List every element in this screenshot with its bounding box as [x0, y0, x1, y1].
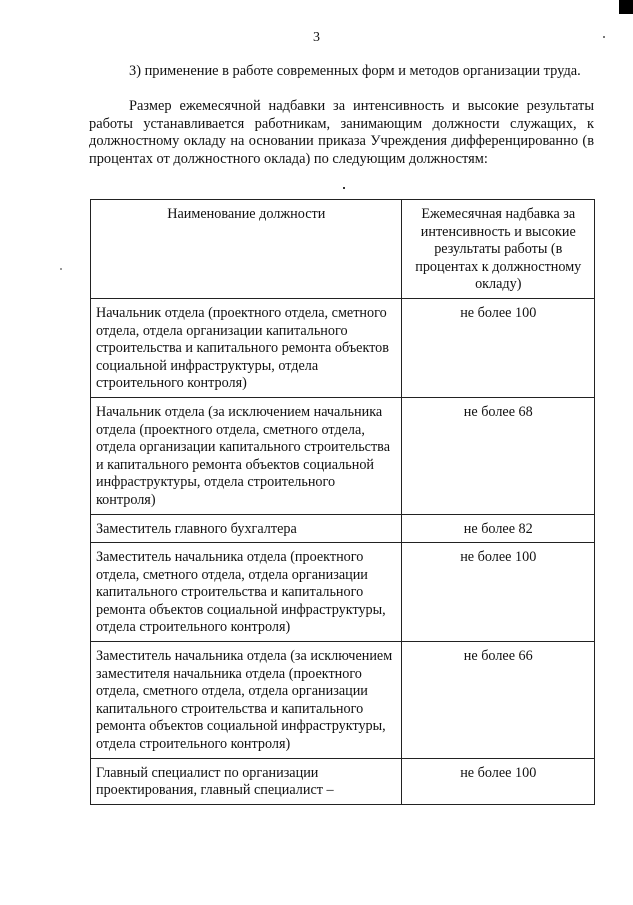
scan-corner-mark	[619, 0, 633, 14]
scan-speck	[60, 268, 62, 270]
table-row	[91, 397, 595, 514]
header-position: Наименование должности	[91, 200, 402, 299]
table-row	[91, 543, 595, 642]
position-cell: Заместитель главного бухгалтера	[91, 514, 402, 543]
bonus-cell: не более 100	[401, 298, 594, 397]
table-header-row	[91, 200, 595, 299]
bonus-cell: не более 100	[401, 543, 594, 642]
bonus-cell: не более 82	[401, 514, 594, 543]
position-cell: Главный специалист по организации проектирования, главный специалист –	[91, 758, 402, 804]
header-bonus-text: Ежемесячная надбавка за интенсивность и высокие результаты работы (в процентах к должностному окладу)	[415, 206, 582, 293]
position-cell: Заместитель начальника отдела (проектного отдела, сметного отдела, отдела организации капитального строительства и капитального ремонта объектов социальной инфраструктуры, отдела строительного контроля)	[91, 543, 402, 642]
positions-bonus-table	[90, 199, 595, 805]
scan-speck	[343, 187, 345, 189]
position-cell: Заместитель начальника отдела (за исключением заместителя начальника отдела (проектного отдела, сметного отдела, отдела организации капитального строительства и капитального ремонта объектов социальной инфраструктуры, отдела строительного контроля)	[91, 642, 402, 759]
table-row	[91, 758, 595, 804]
page-number: 3	[313, 30, 320, 45]
paragraph-bonus-size: Размер ежемесячной надбавки за интенсивность и высокие результаты работы устанавливается работникам, занимающим должности служащих, к должностному окладу на основании приказа Учреждения дифференцированно (в процентах от должностного оклада) по следующим должностям:	[89, 98, 594, 167]
bonus-cell: не более 68	[401, 397, 594, 514]
position-cell: Начальник отдела (проектного отдела, сметного отдела, отдела организации капитального строительства и капитального ремонта объектов социальной инфраструктуры, отдела строительного контроля)	[91, 298, 402, 397]
paragraph-item-3: 3) применение в работе современных форм и методов организации труда.	[129, 63, 581, 79]
position-cell: Начальник отдела (за исключением начальника отдела (проектного отдела, сметного отдела, отдела организации капитального строительства и капитального ремонта объектов социальной инфраструктуры, отдела строительного контроля)	[91, 397, 402, 514]
table-row	[91, 642, 595, 759]
table-row	[91, 514, 595, 543]
bonus-cell: не более 100	[401, 758, 594, 804]
table-row	[91, 298, 595, 397]
header-bonus	[401, 200, 594, 299]
bonus-cell: не более 66	[401, 642, 594, 759]
